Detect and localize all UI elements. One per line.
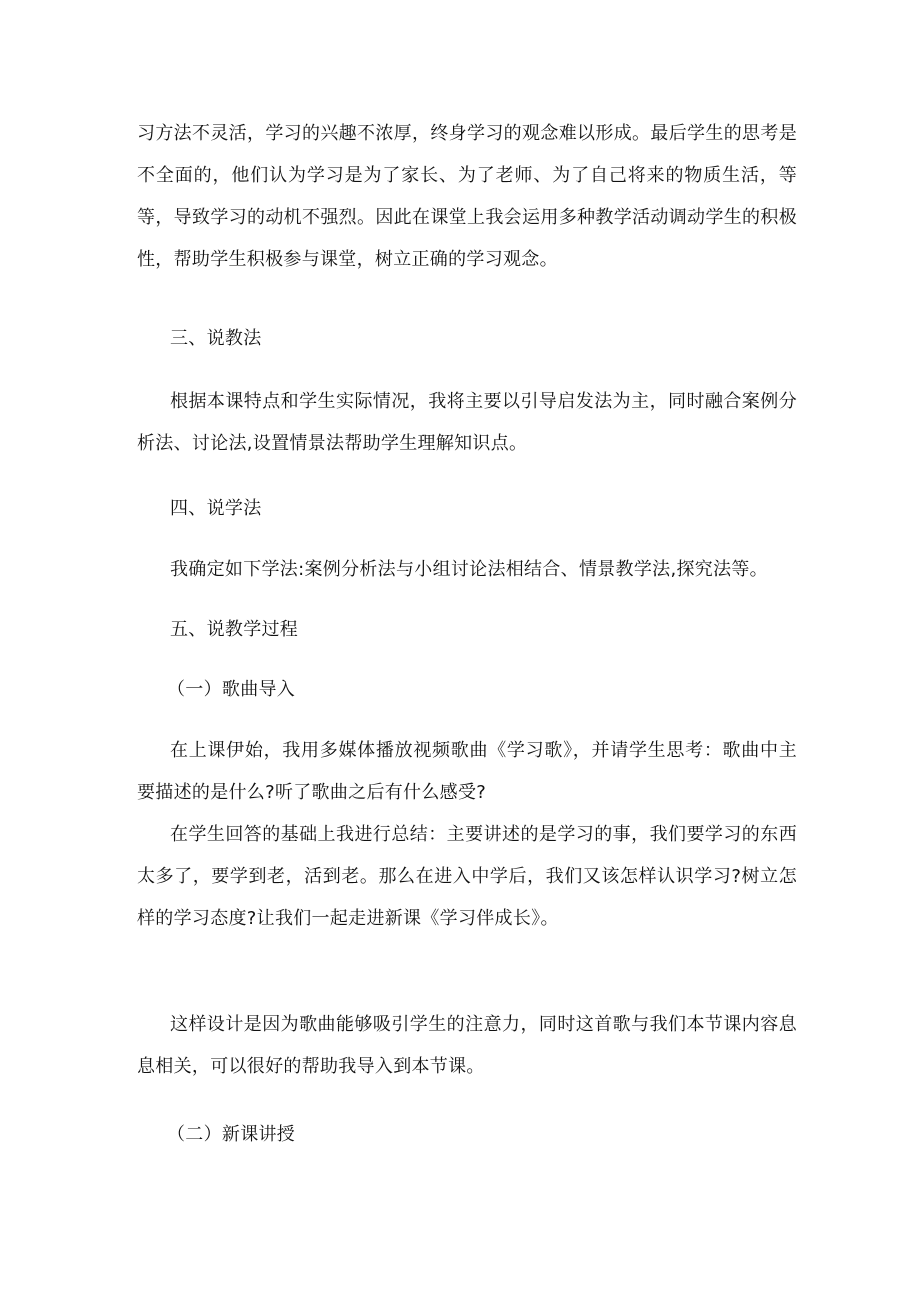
paragraph-text: 在学生回答的基础上我进行总结：主要讲述的是学习的事，我们要学习的东西太多了，要学到老，活到老。那么在进入中学后，我们又该怎样认识学习?树立怎样的学习态度?让我们一起走进新课《学习伴成长》。 <box>137 824 797 929</box>
paragraph-summary <box>137 814 797 940</box>
paragraph-teaching-method <box>137 381 797 465</box>
paragraph-song-intro <box>137 730 797 814</box>
paragraph-text: 这样设计是因为歌曲能够吸引学生的注意力，同时这首歌与我们本节课内容息息相关，可以很好的帮助我导入到本节课。 <box>137 1014 797 1077</box>
paragraph-text: 我确定如下学法:案例分析法与小组讨论法相结合、情景教学法,探究法等。 <box>170 559 768 580</box>
paragraph-design-reason <box>137 1004 797 1088</box>
subsection-heading: （一）歌曲导入 <box>167 679 296 700</box>
paragraph-text: 根据本课特点和学生实际情况，我将主要以引导启发法为主，同时融合案例分析法、讨论法,设置情景法帮助学生理解知识点。 <box>137 391 797 454</box>
subsection-heading: （二）新课讲授 <box>167 1124 296 1145</box>
heading-learning-method <box>137 488 797 530</box>
paragraph-text: 在上课伊始，我用多媒体播放视频歌曲《学习歌》，并请学生思考：歌曲中主要描述的是什么?听了歌曲之后有什么感受? <box>137 740 797 803</box>
subheading-song-intro <box>137 669 797 711</box>
paragraph-learning-attitude <box>137 113 797 281</box>
section-heading: 三、说教法 <box>170 328 262 349</box>
subheading-new-lesson <box>137 1114 797 1156</box>
heading-teaching-method <box>137 318 797 360</box>
paragraph-learning-method <box>137 549 797 591</box>
section-heading: 四、说学法 <box>170 498 262 519</box>
heading-teaching-process <box>137 609 797 651</box>
paragraph-text: 习方法不灵活，学习的兴趣不浓厚，终身学习的观念难以形成。最后学生的思考是不全面的，他们认为学习是为了家长、为了老师、为了自己将来的物质生活，等等，导致学习的动机不强烈。因此在课堂上我会运用多种教学活动调动学生的积极性，帮助学生积极参与课堂，树立正确的学习观念。 <box>137 123 797 270</box>
section-heading: 五、说教学过程 <box>170 619 299 640</box>
